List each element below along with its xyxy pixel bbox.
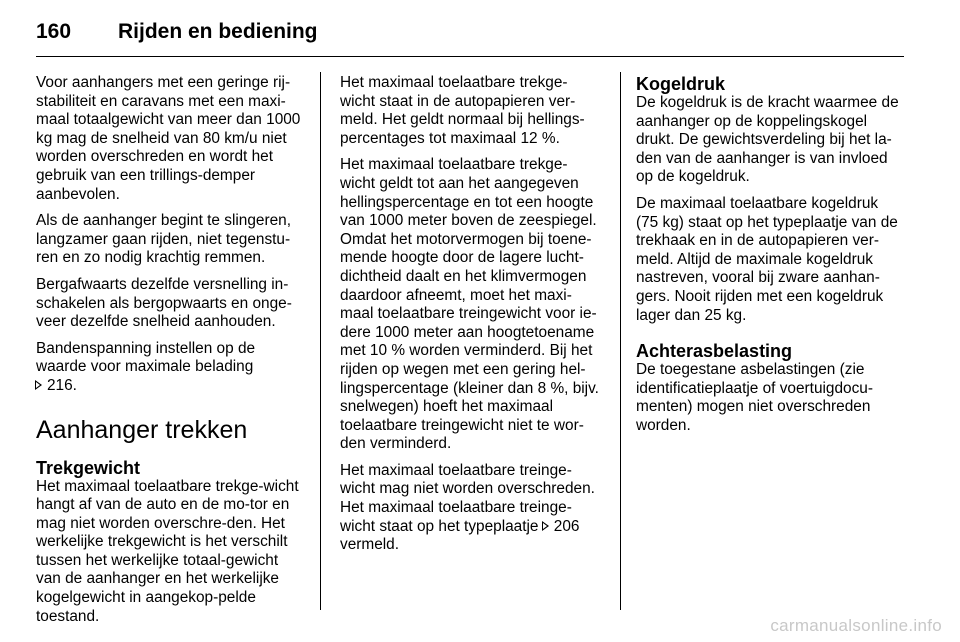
paragraph: Het maximaal toelaatbare trekge-wicht hangt af van de auto en de mo-tor en mag niet worden overschre-den. Het werkelijke trekgewicht is het verschilt tussen het werkelijke totaal-gewicht van de aanhanger en het werkelijke kogelgewicht in aangekop-pelde toestand.: [36, 477, 299, 625]
paragraph: Het maximaal toelaatbare trekge-wicht staat in de autopapieren ver-meld. Het geldt normaal bij hellings-percentages tot maximaal 12 %.: [340, 74, 585, 147]
chapter-title: Rijden en bediening: [118, 20, 318, 43]
paragraph: De kogeldruk is de kracht waarmee de aanhanger op de koppelingskogel drukt. De gewichtsverdeling bij het la-den van de aanhanger is van invloed op de kogeldruk.: [636, 94, 899, 186]
subsection-heading: Achterasbelasting: [636, 341, 793, 362]
paragraph: Als de aanhanger begint te slingeren, langzamer gaan rijden, niet tegenstu-ren en zo nodig krachtig remmen.: [36, 212, 291, 267]
column-divider: [320, 72, 321, 610]
page-reference-link[interactable]: 216.: [47, 376, 77, 394]
page-reference-icon: [36, 380, 43, 390]
paragraph: Het maximaal toelaatbare trekge-wicht geldt tot aan het aangegeven hellingspercentage en tot een hoogte van 1000 meter boven de zeespiegel. Omdat het motorvermogen bij toene-mende hoogte door de lagere lucht-dichtheid daalt en het klimvermogen daardoor afneemt, moet het maxi-maal toelaatbare treingewicht voor ie-dere 1000 meter aan hoogtetoename met 10 % worden verminderd. Bij het rijden op wegen met een gering hel-lingspercentage (kleiner dan 8 %, bijv. snelwegen) hoeft het maximaal toelaatbare treingewicht niet te wor-den verminderd.: [340, 156, 599, 453]
paragraph: Voor aanhangers met een geringe rij-stabiliteit en caravans met een maxi-maal totaalgewicht van meer dan 1000 kg mag de snelheid van 80 km/u niet worden overschreden en wordt het gebruik van een trillings-demper aanbevolen.: [36, 74, 301, 203]
paragraph: De toegestane asbelastingen (zie identificatieplaatje of voertuigdocu-menten) mogen niet overschreden worden.: [636, 361, 873, 434]
paragraph: De maximaal toelaatbare kogeldruk (75 kg) staat op het typeplaatje van de trekhaak en in de autopapieren ver-meld. Altijd de maximale kogeldruk nastreven, vooral bij zware aanhan-gers. Nooit rijden met een kogeldruk lager dan 25 kg.: [636, 194, 898, 324]
subsection-heading: Trekgewicht: [36, 457, 141, 478]
column-middle: [340, 74, 602, 563]
paragraph-text: vermeld.: [340, 536, 400, 554]
section-heading: Aanhanger trekken: [36, 415, 248, 444]
paragraph: [36, 340, 306, 396]
paragraph: Bergafwaarts dezelfde versnelling in-schakelen als bergopwaarts en onge-veer dezelfde snelheid aanhouden.: [36, 275, 292, 331]
column-left: [36, 74, 306, 634]
page-reference-link[interactable]: 206: [553, 517, 580, 535]
subsection-heading: Kogeldruk: [636, 74, 726, 94]
watermark: carmanualsonline.info: [770, 616, 942, 635]
column-right: [636, 74, 904, 444]
paragraph: [340, 462, 602, 555]
page-header: [36, 16, 904, 57]
page-reference-icon: [543, 521, 550, 531]
paragraph-text: Het maximaal toelaatbare treinge-wicht mag niet worden overschreden. Het maximaal toelaatbare treinge-wicht staat op het typeplaatje: [340, 461, 595, 535]
page-number: 160: [36, 20, 72, 43]
column-divider: [620, 72, 621, 610]
paragraph-text: Bandenspanning instellen op de waarde voor maximale belading: [36, 339, 256, 376]
